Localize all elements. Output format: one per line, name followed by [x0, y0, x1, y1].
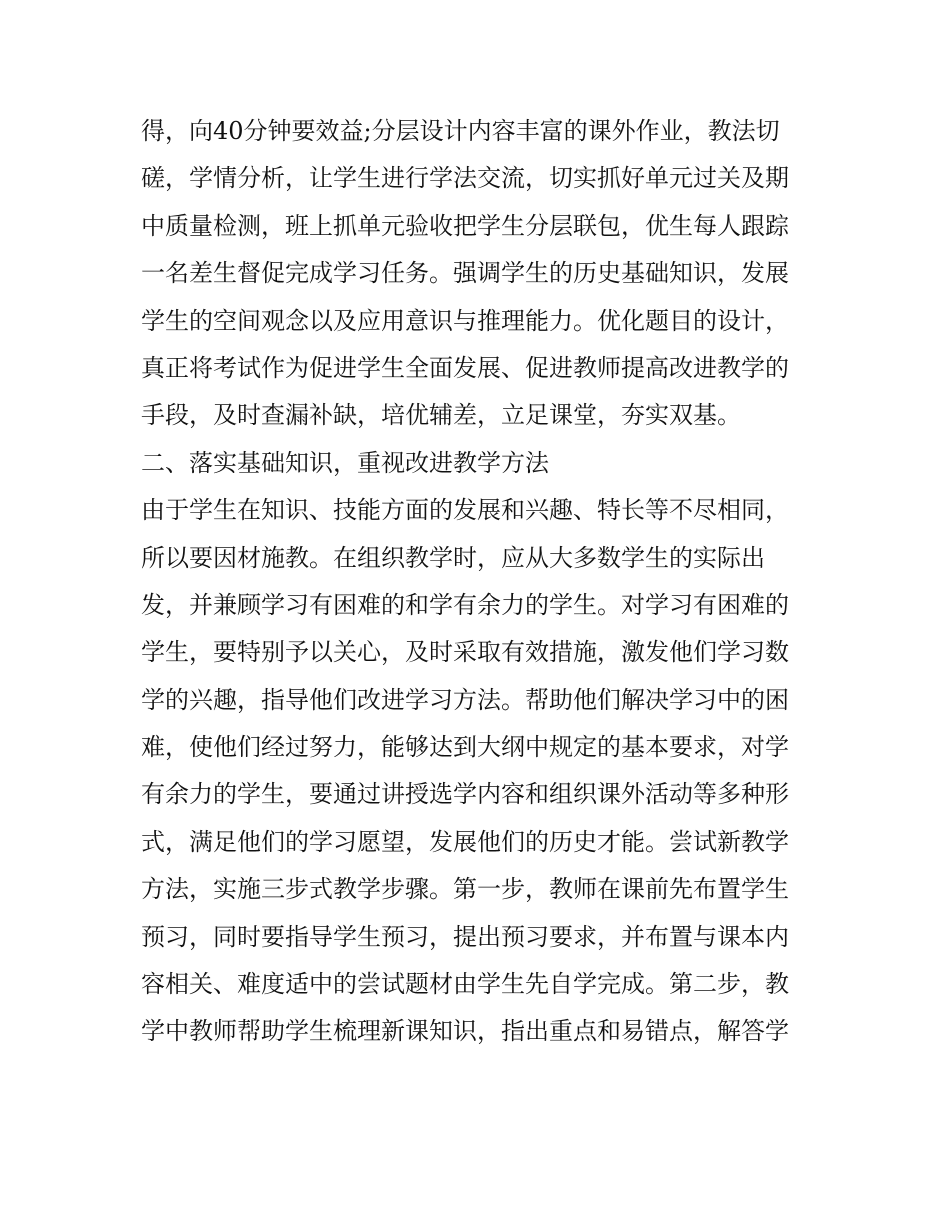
paragraph-line: 磋，学情分析，让学生进行学法交流，切实抓好单元过关及期: [141, 164, 789, 193]
document-body: [141, 108, 821, 1056]
paragraph-line: 难，使他们经过努力，能够达到大纲中规定的基本要求，对学: [141, 733, 789, 762]
paragraph-line: 中质量检测，班上抓单元验收把学生分层联包，优生每人跟踪: [141, 211, 789, 240]
paragraph-line: 式，满足他们的学习愿望，发展他们的历史才能。尝试新教学: [141, 827, 789, 856]
paragraph-line: 学的兴趣，指导他们改进学习方法。帮助他们解决学习中的困: [141, 685, 789, 714]
paragraph-line: 预习，同时要指导学生预习，提出预习要求，并布置与课本内: [141, 922, 789, 951]
paragraph-line: 有余力的学生，要通过讲授选学内容和组织课外活动等多种形: [141, 780, 789, 809]
paragraph-line: 学中教师帮助学生梳理新课知识，指出重点和易错点，解答学: [141, 1017, 789, 1046]
paragraph-line: 得，向40分钟要效益;分层设计内容丰富的课外作业，教法切: [141, 117, 780, 145]
paragraph-line: 手段，及时查漏补缺，培优辅差，立足课堂，夯实双基。: [141, 401, 741, 430]
section-heading: 二、落实基础知识，重视改进教学方法: [141, 448, 549, 477]
paragraph-line: 学生，要特别予以关心，及时采取有效措施，激发他们学习数: [141, 638, 789, 667]
paragraph-line: 方法，实施三步式教学步骤。第一步，教师在课前先布置学生: [141, 875, 789, 904]
paragraph-line: 所以要因材施教。在组织教学时，应从大多数学生的实际出: [141, 543, 765, 572]
paragraph-line: 一名差生督促完成学习任务。强调学生的历史基础知识，发展: [141, 259, 789, 288]
paragraph-line: 容相关、难度适中的尝试题材由学生先自学完成。第二步，教: [141, 970, 789, 999]
paragraph-line: 学生的空间观念以及应用意识与推理能力。优化题目的设计，: [141, 306, 789, 335]
paragraph-line: 发，并兼顾学习有困难的和学有余力的学生。对学习有困难的: [141, 590, 789, 619]
paragraph-line: 真正将考试作为促进学生全面发展、促进教师提高改进教学的: [141, 353, 789, 382]
paragraph-line: 由于学生在知识、技能方面的发展和兴趣、特长等不尽相同，: [141, 496, 789, 525]
